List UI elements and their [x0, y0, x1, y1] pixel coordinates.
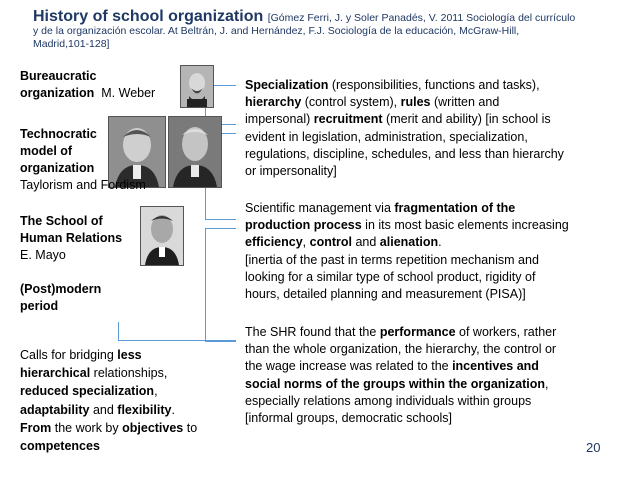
- p1-text-8: or impersonality]: [245, 164, 337, 179]
- shr-author: E. Mayo: [20, 248, 66, 262]
- p1-text-1: (responsibilities, functions and tasks),: [328, 78, 540, 92]
- p2-text-5: .: [438, 235, 442, 250]
- calls-text-6: the work by: [51, 420, 123, 435]
- p2-text-8: hours, detailed planning and measurement (PISA)]: [245, 287, 526, 302]
- p2-text-3: ,: [302, 235, 310, 250]
- technocratic-subtitle: Taylorism and Fordism: [20, 178, 146, 192]
- p3-bold-incentives: incentives and: [452, 359, 539, 374]
- reference-line-3: Madrid,101-128]: [33, 38, 110, 50]
- bureaucratic-block: [20, 68, 155, 102]
- bureaucratic-author: M. Weber: [101, 86, 156, 100]
- shr-label-2: Human Relations: [20, 231, 123, 245]
- p3-text-4: the wage increase was related to the: [245, 359, 453, 374]
- p1-bold-hierarchy: hierarchy: [245, 95, 302, 110]
- portrait-weber-image: [181, 66, 213, 107]
- reference-line-2: y de la organización escolar. At Beltrán, J. and Hernández, F.J. Sociología de la educación, McGraw-Hill,: [33, 25, 520, 37]
- p3-bold-performance: performance: [379, 325, 456, 339]
- calls-text-2: relationships,: [90, 366, 168, 381]
- p2-bold-control: control: [309, 235, 352, 250]
- p1-bold-rules: rules: [400, 95, 431, 110]
- technocratic-block: [20, 126, 146, 194]
- calls-text-3: ,: [154, 384, 158, 399]
- p1-text-4: impersonal): [245, 112, 314, 127]
- postmodern-label-1: (Post)modern: [20, 282, 102, 296]
- reference-line-1: [Gómez Ferri, J. y Soler Panadés, V. 2011 Sociología del currículo: [267, 12, 576, 24]
- paragraph-bureaucratic: [245, 77, 630, 180]
- bureaucratic-label-1: Bureaucratic: [20, 69, 97, 83]
- calls-bold-competences: competences: [20, 439, 100, 454]
- p1-text-6: evident in legislation, administration, specialization,: [245, 129, 528, 144]
- slide-title: History of school organization: [33, 8, 264, 25]
- slide-header: [33, 10, 613, 51]
- p1-text-5: (merit and ability) [in school is: [382, 112, 551, 127]
- shr-block: [20, 213, 122, 264]
- calls-text-1: Calls for bridging: [20, 348, 118, 362]
- bureaucratic-label-2: organization: [20, 86, 95, 100]
- p3-text-2: of workers, rather: [455, 325, 557, 339]
- page-number: 20: [586, 440, 601, 455]
- p2-text-6: [inertia of the past in terms repetition mechanism and: [245, 252, 539, 267]
- p2-text-2: in its most basic elements increasing: [361, 218, 569, 233]
- p2-bold-efficiency: efficiency: [245, 235, 303, 250]
- technocratic-label-2: model of: [20, 144, 73, 158]
- p2-text-7: looking for a similar type of school product, rigidity of: [245, 269, 536, 284]
- calls-bold-flexibility: flexibility: [117, 402, 172, 417]
- p3-text-1: The SHR found that the: [245, 325, 380, 339]
- technocratic-label-3: organization: [20, 161, 95, 175]
- paragraph-technocratic: [245, 200, 630, 303]
- calls-bold-adaptability: adaptability: [20, 402, 90, 417]
- postmodern-block: [20, 281, 101, 315]
- p3-text-3: than the whole organization, the hierarchy, the control or: [245, 342, 557, 357]
- p3-bold-social-norms: social norms of the groups within the organization: [245, 376, 546, 391]
- portrait-mayo: [140, 206, 184, 266]
- calls-block: [20, 346, 235, 455]
- connector-line: [118, 340, 236, 341]
- p1-text-2: (control system),: [301, 95, 401, 110]
- p1-bold-recruitment: recruitment: [313, 112, 383, 127]
- p2-text-1: Scientific management via: [245, 201, 395, 215]
- technocratic-label-1: Technocratic: [20, 127, 97, 141]
- connector-stub: [118, 322, 119, 340]
- p1-text-3: (written and: [430, 95, 500, 110]
- p1-text-7: regulations, discipline, schedules, and less than hierarchy: [245, 146, 564, 161]
- calls-bold-objectives: objectives: [122, 420, 184, 435]
- postmodern-label-2: period: [20, 299, 59, 313]
- p2-bold-alienation: alienation: [379, 235, 439, 250]
- calls-bold-specialization: reduced specialization: [20, 384, 155, 399]
- shr-label-1: The School of: [20, 214, 103, 228]
- p2-bold-fragmentation: fragmentation of the: [394, 201, 516, 215]
- p2-bold-production: production process: [245, 218, 362, 233]
- p3-text-5: ,: [545, 376, 549, 391]
- portrait-mayo-image: [141, 207, 183, 265]
- p3-text-6: especially relations among individuals within groups: [245, 393, 532, 408]
- calls-bold-from: From: [20, 420, 52, 435]
- calls-text-4: and: [89, 402, 118, 417]
- paragraph-shr: [245, 324, 630, 427]
- p2-text-4: and: [351, 235, 380, 250]
- calls-bold-less: less: [117, 348, 142, 362]
- calls-text-7: to: [183, 420, 198, 435]
- p1-bold-specialization: Specialization: [245, 78, 329, 92]
- calls-text-5: .: [171, 402, 175, 417]
- calls-bold-hierarchical: hierarchical: [20, 366, 91, 381]
- portrait-ford: [168, 116, 222, 188]
- portrait-ford-image: [169, 117, 221, 187]
- bracket-shr: [205, 228, 236, 342]
- p3-text-7: [informal groups, democratic schools]: [245, 411, 453, 426]
- portrait-weber: [180, 65, 214, 108]
